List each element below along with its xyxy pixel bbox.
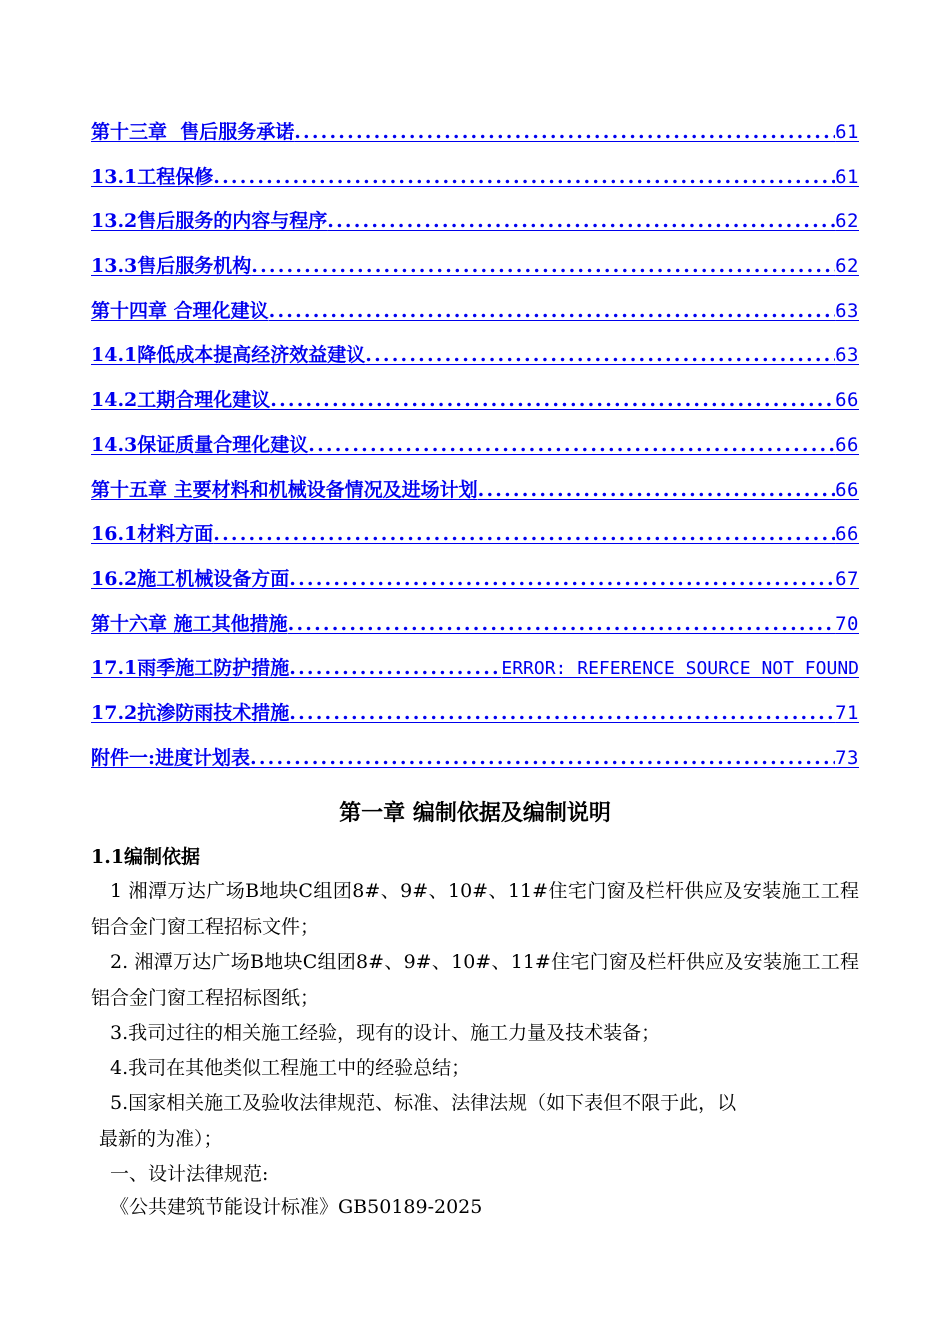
toc-entry-16-1[interactable] [91,519,859,564]
toc-entry-17-1[interactable] [91,653,859,698]
toc-page-number: 61 [835,121,859,143]
toc-entry-13-1[interactable] [91,162,859,207]
basis-item-4: 4.我司在其他类似工程施工中的经验总结； [110,1057,471,1079]
toc-entry-title: 13.2售后服务的内容与程序 [91,210,328,233]
toc-entry-16-2[interactable] [91,564,859,609]
toc-dot-leader [294,121,835,143]
toc-entry-chapter-14[interactable] [91,296,859,341]
toc-page-number: 67 [835,567,859,590]
table-of-contents [91,117,859,787]
toc-entry-chapter-13[interactable] [91,117,859,162]
toc-dot-leader [251,255,835,277]
toc-entry-title: 第十三章 售后服务承诺 [91,121,295,143]
toc-page-number: 63 [835,344,859,367]
basis-item-2: 2. 湘潭万达广场B地块C组团8#、9#、10#、11#住宅门窗及栏杆供应及安装施工工程铝合金门窗工程招标图纸； [91,951,859,1009]
toc-entry-title: 14.3保证质量合理化建议 [91,433,309,456]
toc-page-number: 71 [835,701,859,724]
toc-error-reference: ERROR: REFERENCE SOURCE NOT FOUND [501,658,859,680]
toc-page-number: 66 [835,389,859,412]
toc-entry-title: 16.1材料方面 [91,523,214,546]
toc-entry-title: 第十四章 合理化建议 [91,299,269,322]
toc-dot-leader [269,300,835,322]
standard-reference: 《公共建筑节能设计标准》GB50189-2025 [110,1196,483,1218]
toc-dot-leader [289,657,501,679]
toc-page-number: 61 [835,165,859,188]
design-codes-heading: 一、设计法律规范: [110,1163,269,1185]
toc-entry-title: 第十五章 主要材料和机械设备情况及进场计划 [91,478,478,501]
toc-entry-title: 13.1工程保修 [91,165,214,188]
toc-page-number: 66 [835,478,859,501]
toc-entry-title: 17.1雨季施工防护措施 [91,657,290,680]
basis-item-3: 3.我司过往的相关施工经验，现有的设计、施工力量及技术装备； [110,1022,661,1044]
toc-entry-title: 14.2工期合理化建议 [91,389,271,412]
basis-item-5-line-1: 5.国家相关施工及验收法律规范、标准、法律法规（如下表但不限于此，以 [110,1092,737,1114]
toc-entry-title: 13.3售后服务机构 [91,255,252,278]
toc-page-number: 63 [835,299,859,322]
basis-item-5-line-2: 最新的为准）； [99,1128,223,1150]
toc-page-number: 70 [835,612,859,635]
section-heading: 1.1编制依据 [91,846,201,868]
toc-entry-chapter-15[interactable] [91,475,859,520]
toc-dot-leader [365,344,835,366]
toc-entry-14-3[interactable] [91,430,859,475]
toc-page-number: 62 [835,255,859,278]
toc-entry-title: 14.1降低成本提高经济效益建议 [91,344,366,367]
toc-dot-leader [288,613,835,635]
toc-entry-14-2[interactable] [91,385,859,430]
toc-page-number: 73 [835,746,859,769]
basis-item-5 [91,1085,859,1157]
toc-entry-appendix-1[interactable] [91,743,859,788]
chapter-heading: 第一章 编制依据及编制说明 [339,800,611,826]
basis-item-1: 1 湘潭万达广场B地块C组团8#、9#、10#、11#住宅门窗及栏杆供应及安装施工工程 铝合金门窗工程招标文件； [91,880,859,938]
toc-dot-leader [213,166,835,188]
toc-dot-leader [327,210,835,232]
toc-entry-17-2[interactable] [91,698,859,743]
toc-entry-title: 第十六章 施工其他措施 [91,612,288,635]
toc-dot-leader [289,568,835,590]
toc-dot-leader [478,479,835,501]
toc-entry-title: 16.2施工机械设备方面 [91,567,290,590]
toc-dot-leader [213,523,835,545]
toc-dot-leader [250,747,835,769]
toc-dot-leader [289,702,835,724]
toc-page-number: 62 [835,210,859,233]
toc-entry-title: 17.2抗渗防雨技术措施 [91,701,290,724]
toc-entry-title: 附件一:进度计划表 [91,746,251,769]
toc-page-number: 66 [835,523,859,546]
toc-entry-14-1[interactable] [91,340,859,385]
toc-page-number: 66 [835,433,859,456]
toc-dot-leader [308,434,835,456]
toc-entry-13-3[interactable] [91,251,859,296]
toc-dot-leader [270,389,835,411]
toc-entry-13-2[interactable] [91,206,859,251]
toc-entry-chapter-16[interactable] [91,609,859,654]
